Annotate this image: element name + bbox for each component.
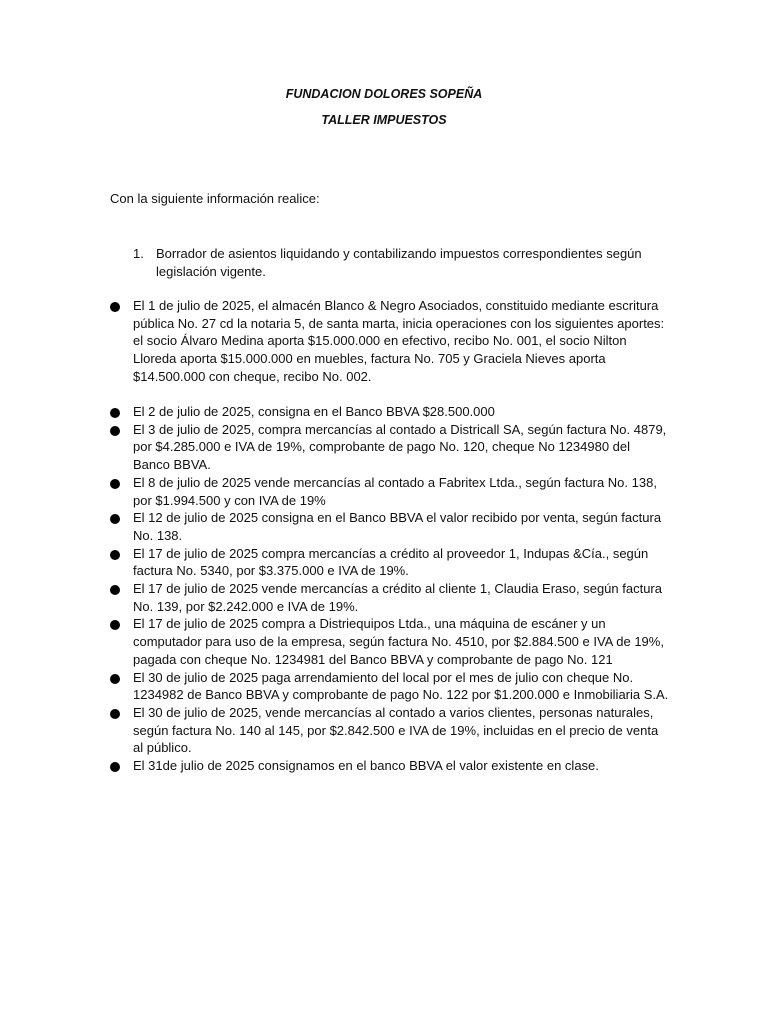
bullet-text: El 3 de julio de 2025, compra mercancías al contado a Districall SA, según factura No. 4879, por $4.285.000 e IVA de 19%, comprobante de pago No. 120, cheque No 1234980 del Banco BBVA. bbox=[133, 421, 667, 473]
bullet-icon bbox=[110, 426, 120, 436]
bullet-item bbox=[110, 297, 670, 386]
bullet-text: El 8 de julio de 2025 vende mercancías al contado a Fabritex Ltda., según factura No. 138, por $1.994.500 y con IVA de 19% bbox=[133, 474, 657, 508]
bullet-item bbox=[110, 669, 670, 704]
list-item-text: Borrador de asientos liquidando y contabilizando impuestos correspondientes según legislación vigente. bbox=[156, 246, 642, 279]
bullet-text: El 12 de julio de 2025 consigna en el Banco BBVA el valor recibido por venta, según factura No. 138. bbox=[133, 510, 662, 543]
bullet-text: El 30 de julio de 2025, vende mercancías al contado a varios clientes, personas naturales, según factura No. 140 al 145, por $2.842.500 e IVA de 19%, incluidas en el precio de venta al público. bbox=[133, 704, 659, 756]
bullet-list bbox=[110, 297, 670, 775]
bullet-icon bbox=[110, 302, 120, 312]
document-title: FUNDACION DOLORES SOPEÑA bbox=[285, 87, 483, 101]
bullet-item bbox=[110, 615, 670, 668]
bullet-text: El 17 de julio de 2025 compra a Distriequipos Ltda., una máquina de escáner y un computador para uso de la empresa, según factura No. 4510, por $2.884.500 e IVA de 19%, pagada con cheque No. 1234981 del Banco BBVA y comprobante de pago No. 121 bbox=[133, 616, 664, 667]
bullet-text: El 31de julio de 2025 consignamos en el banco BBVA el valor existente en clase. bbox=[133, 758, 599, 774]
bullet-icon bbox=[110, 585, 120, 595]
bullet-icon bbox=[110, 408, 120, 418]
bullet-icon bbox=[110, 514, 120, 524]
bullet-item bbox=[110, 474, 670, 509]
bullet-item bbox=[110, 757, 670, 775]
bullet-icon bbox=[110, 674, 120, 684]
bullet-text: El 17 de julio de 2025 compra mercancías a crédito al proveedor 1, Indupas &Cía., según factura No. 5340, por $3.375.000 e IVA de 19%. bbox=[133, 545, 649, 579]
bullet-text: El 1 de julio de 2025, el almacén Blanco & Negro Asociados, constituido mediante escritura pública No. 27 cd la notaria 5, de santa marta, inicia operaciones con los siguientes aportes: el socio Álvaro Medina aporta $15.000.000 en efectivo, recibo No. 001, el socio Nilton Lloreda aporta $15.000.000 en muebles, factura No. 705 y Graciela Nieves aporta $14.500.000 con cheque, recibo No. 002. bbox=[133, 298, 665, 384]
numbered-list bbox=[133, 245, 663, 280]
bullet-text: El 2 de julio de 2025, consigna en el Banco BBVA $28.500.000 bbox=[133, 404, 495, 420]
document-subtitle: TALLER IMPUESTOS bbox=[321, 113, 447, 127]
bullet-item bbox=[110, 509, 670, 544]
numbered-list-item bbox=[133, 245, 663, 280]
bullet-text: El 17 de julio de 2025 vende mercancías a crédito al cliente 1, Claudia Eraso, según factura No. 139, por $2.242.000 e IVA de 19%. bbox=[133, 581, 662, 614]
list-number: 1. bbox=[133, 246, 144, 261]
bullet-item bbox=[110, 403, 670, 421]
bullet-icon bbox=[110, 550, 120, 560]
bullet-icon bbox=[110, 620, 120, 630]
bullet-item bbox=[110, 704, 670, 757]
bullet-icon bbox=[110, 762, 120, 772]
bullet-item bbox=[110, 421, 670, 474]
bullet-icon bbox=[110, 479, 120, 489]
intro-paragraph: Con la siguiente información realice: bbox=[110, 191, 320, 206]
bullet-item bbox=[110, 545, 670, 580]
bullet-icon bbox=[110, 709, 120, 719]
bullet-text: El 30 de julio de 2025 paga arrendamiento del local por el mes de julio con cheque No. 1234982 de Banco BBVA y comprobante de pago No. 122 por $1.200.000 e Inmobiliaria S.A. bbox=[133, 669, 669, 703]
bullet-item bbox=[110, 580, 670, 615]
